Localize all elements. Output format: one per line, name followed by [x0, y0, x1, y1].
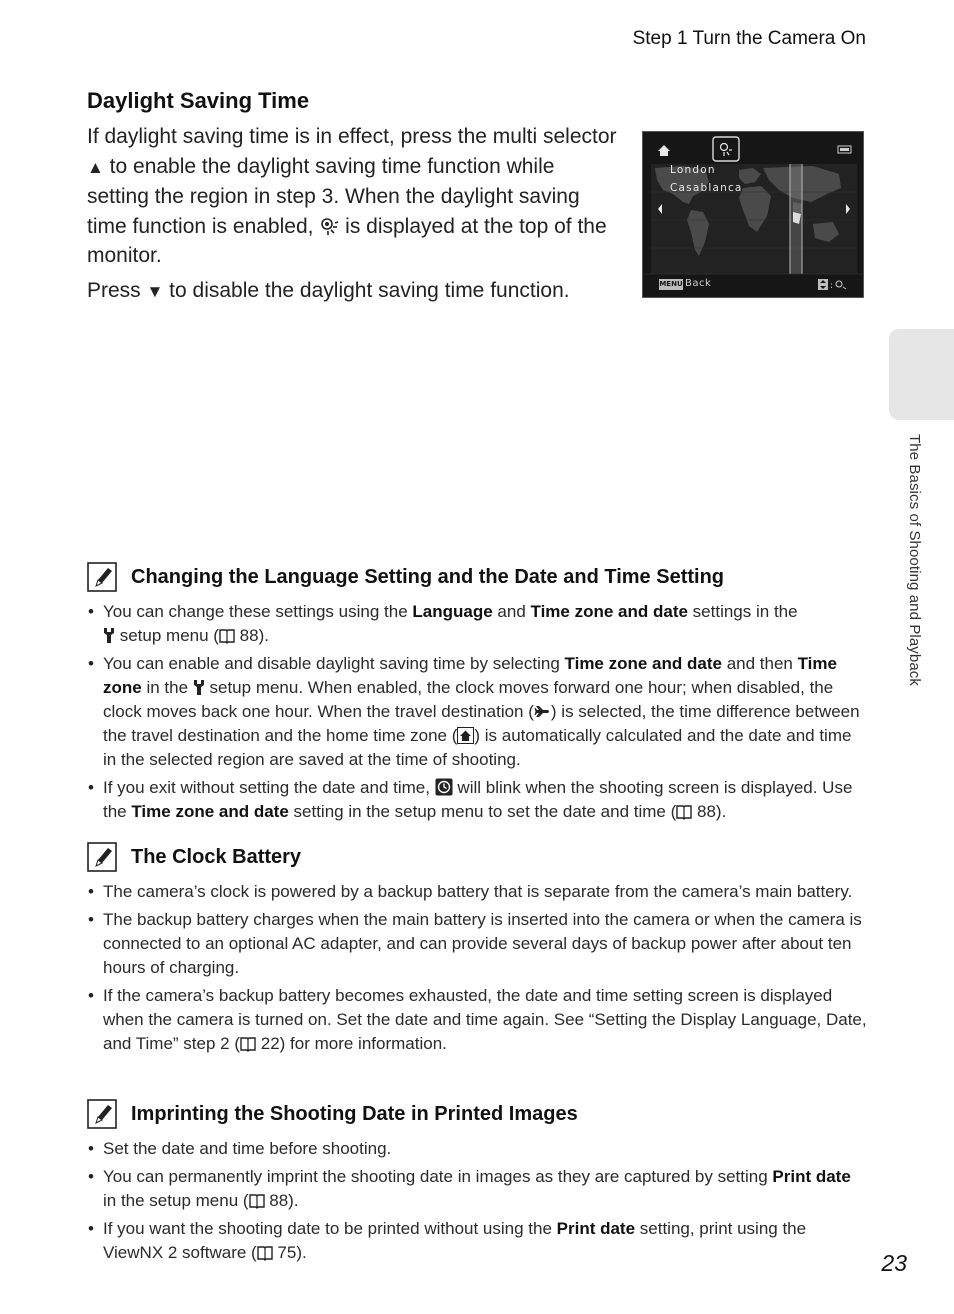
multi-selector-down-icon: ▼ — [146, 281, 164, 301]
back-label: Back — [685, 278, 712, 289]
book-reference-icon — [240, 1036, 256, 1052]
page-number: 23 — [881, 1250, 907, 1276]
list-item: • If you exit without setting the date and time, will blink when the shooting screen is displayed. Use the Time zone and date setting in the setup menu to set the date and time ( 88). — [87, 776, 867, 824]
book-reference-icon — [257, 1245, 273, 1261]
note-title: Changing the Language Setting and the Date and Time Setting — [131, 566, 724, 588]
camera-screen-image — [642, 131, 864, 298]
chapter-tab — [889, 329, 954, 420]
world-map — [643, 132, 864, 298]
dst-description: If daylight saving time is in effect, press the multi selector ▲ to enable the daylight saving time function while setting the region in step 3. When the daylight saving time function is enabled, is displayed at the top of the monitor. Press ▼ to disable the daylight saving time function. — [87, 125, 617, 302]
list-item: • You can permanently imprint the shooting date in images as they are captured by setting Print date in the setup menu ( 88). — [87, 1165, 867, 1213]
menu-button-icon: MENU — [659, 280, 683, 288]
note-clock-battery — [87, 842, 867, 1060]
chapter-tab-label: The Basics of Shooting and Playback — [906, 434, 923, 686]
note-title: The Clock Battery — [131, 846, 302, 868]
list-item: • If the camera’s backup battery becomes exhausted, the date and time setting screen is displayed when the camera is turned on. Set the date and time again. See “Setting the Display Language, Date, and Time” step 2 ( 22) for more information. — [87, 984, 867, 1056]
list-item: • You can change these settings using the Language and Time zone and date settings in the setup menu ( 88). — [87, 600, 867, 648]
wrench-icon — [103, 627, 115, 644]
airplane-icon — [534, 703, 551, 720]
book-reference-icon — [219, 628, 235, 644]
book-reference-icon — [249, 1193, 265, 1209]
note-pencil-icon — [87, 1099, 117, 1129]
home-icon — [457, 727, 474, 744]
city-label-casablanca: Casablanca — [670, 182, 743, 194]
section-title: Daylight Saving Time — [87, 88, 310, 113]
book-reference-icon — [676, 804, 692, 820]
city-label-london: London — [670, 164, 716, 176]
list-item: • The camera’s clock is powered by a backup battery that is separate from the camera’s main battery. — [87, 880, 867, 904]
svg-text::: : — [830, 281, 834, 291]
clock-warning-icon — [435, 778, 453, 796]
list-item: • If you want the shooting date to be printed without using the Print date setting, print using the ViewNX 2 software ( 75). — [87, 1217, 867, 1265]
multi-selector-up-icon: ▲ — [87, 157, 104, 177]
note-pencil-icon — [87, 562, 117, 592]
note-title: Imprinting the Shooting Date in Printed Images — [131, 1103, 578, 1125]
note-imprinting-date — [87, 1099, 867, 1269]
daylight-saving-icon — [319, 216, 339, 236]
note-language-date-time — [87, 562, 867, 828]
wrench-icon — [193, 679, 205, 696]
list-item: • The backup battery charges when the main battery is inserted into the camera or when the camera is connected to an optional AC adapter, and can provide several days of backup power after about ten hours of charging. — [87, 908, 867, 980]
list-item: • Set the date and time before shooting. — [87, 1137, 867, 1161]
note-pencil-icon — [87, 842, 117, 872]
list-item: • You can enable and disable daylight saving time by selecting Time zone and date and then Time zone in the setup menu. When enabled, the clock moves forward one hour; when disabled, the clock moves back one hour. When the travel destination ( ) is selected, the time difference between the travel destination and the home time zone ( ) is automatically calculated and the date and time in the selected region are saved at the time of shooting. — [87, 652, 867, 772]
running-header: Step 1 Turn the Camera On — [632, 28, 866, 49]
